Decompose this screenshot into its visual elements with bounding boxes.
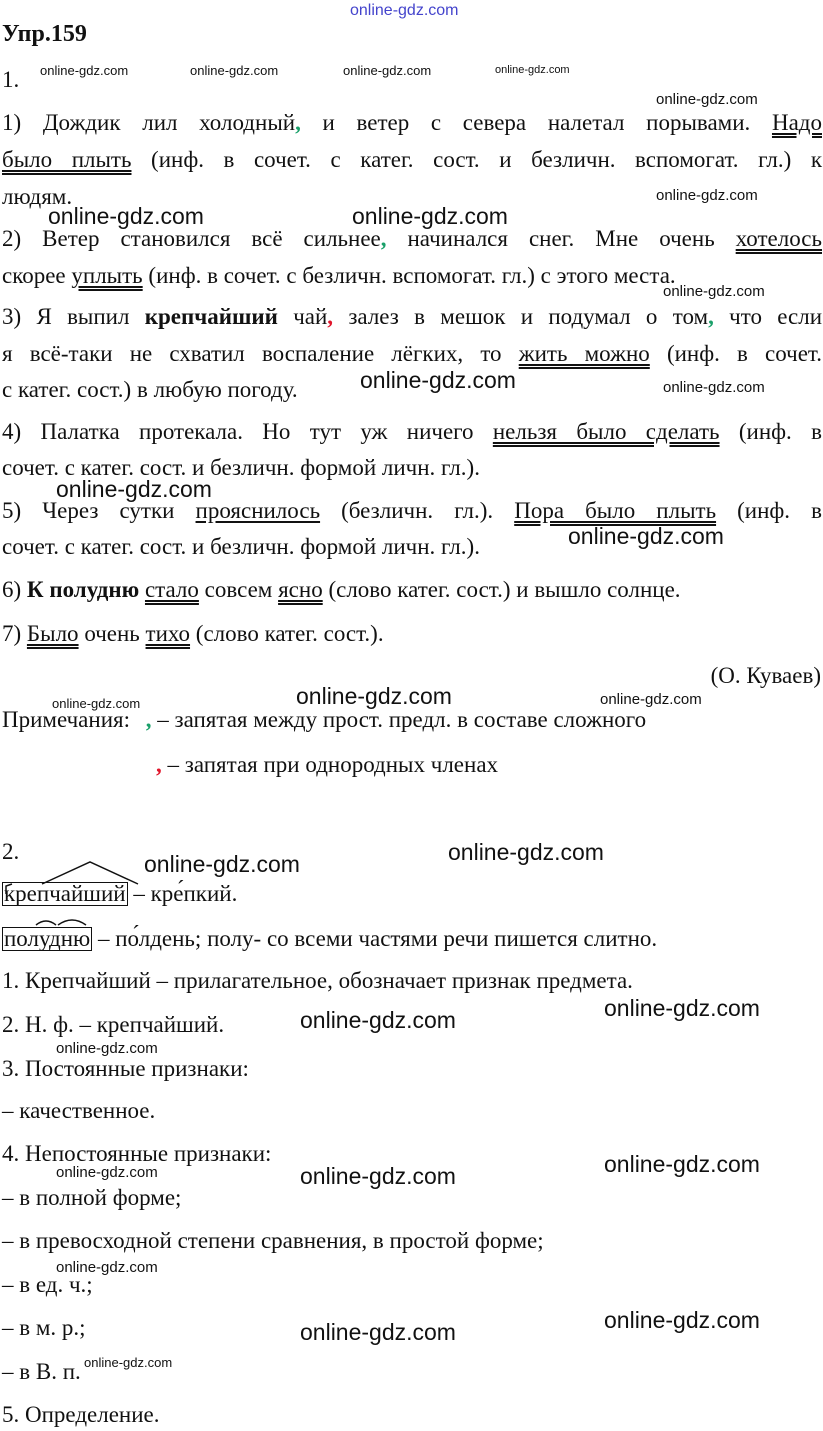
bold-word: крепчайший (144, 304, 278, 329)
predicate: стало (144, 577, 199, 602)
watermark: online-gdz.com (656, 187, 758, 204)
analysis-line-5: 4. Непостоянные признаки: (2, 1141, 272, 1166)
sentence-5-line-2: сочет. с катег. сост. и безличн. формой личн. гл.). (2, 534, 480, 559)
predicate: хотелось (735, 226, 823, 251)
predicate: было плыть (2, 147, 132, 172)
sentence-4-line-2: сочет. с катег. сост. и безличн. формой личн. гл.). (2, 455, 480, 480)
sentence-5-line-1: 5) Через сутки прояснилось (безличн. гл.). Пора было плыть (инф. в (2, 498, 822, 523)
watermark: online-gdz.com (663, 283, 765, 300)
green-comma: , (708, 304, 714, 329)
watermark: online-gdz.com (300, 1319, 456, 1345)
analysis-line-7: – в превосходной степени сравнения, в простой форме; (2, 1228, 544, 1253)
bold-word: К полудню (26, 577, 140, 602)
red-comma: , (156, 752, 162, 777)
analysis-line-6: – в полной форме; (2, 1185, 182, 1210)
watermark: online-gdz.com (352, 203, 508, 229)
red-comma: , (327, 304, 334, 329)
watermark: online-gdz.com (144, 851, 300, 877)
watermark: online-gdz.com (84, 1355, 173, 1370)
watermark: online-gdz.com (448, 839, 604, 865)
predicate: прояснилось (195, 498, 321, 523)
sentence-2-line-2: скорее уплыть (инф. в сочет. с безличн. вспомогат. гл.) с этого места. (2, 263, 676, 288)
watermark: online-gdz.com (56, 476, 212, 502)
analysis-line-8: – в ед. ч.; (2, 1272, 93, 1297)
watermark: online-gdz.com (600, 691, 702, 708)
predicate: нельзя было сделать (492, 419, 720, 444)
predicate: Пора было плыть (514, 498, 717, 523)
sentence-6: 6) К полудню стало совсем ясно (слово катег. сост.) и вышло солнце. (2, 577, 681, 602)
sentence-7: 7) Было очень тихо (слово катег. сост.). (2, 621, 384, 646)
watermark: online-gdz.com (190, 63, 279, 78)
morpheme-line-1: крепчайший – кре́пкий. (2, 880, 237, 908)
sentence-1-line-1: 1) Дождик лил холодный, и ветер с севера налетал порывами. Надо (2, 110, 822, 135)
watermark: online-gdz.com (495, 64, 570, 76)
predicate: тихо (145, 621, 191, 646)
watermark: online-gdz.com (300, 1163, 456, 1189)
green-comma: , (145, 707, 152, 732)
watermark: online-gdz.com (56, 1164, 158, 1181)
sentence-1-line-3: людям. (2, 184, 73, 209)
morpheme-word-krepchaishii: крепчайший (2, 880, 128, 908)
analysis-line-10: – в В. п. (2, 1359, 81, 1384)
watermark: online-gdz.com (604, 1307, 760, 1333)
part2-number: 2. (2, 839, 20, 864)
watermark: online-gdz.com (300, 1007, 456, 1033)
morpheme-word-poludnyu: полудню (2, 925, 92, 953)
predicate: жить можно (518, 341, 650, 366)
notes-line-1: Примечания: , – запятая между прост. предл. в составе сложного (2, 707, 647, 732)
sentence-3-line-1: 3) Я выпил крепчайший чай, залез в мешок и подумал о том, что если (2, 304, 823, 329)
watermark: online-gdz.com (40, 63, 129, 78)
watermark: online-gdz.com (52, 696, 141, 711)
watermark: online-gdz.com (343, 63, 432, 78)
sentence-3-line-3: с катег. сост.) в любую погоду. (2, 377, 298, 402)
part1-number: 1. (2, 67, 20, 92)
watermark: online-gdz.com (604, 995, 760, 1021)
predicate: ясно (278, 577, 323, 602)
predicate: Надо (771, 110, 822, 135)
sentence-1-line-2: было плыть (инф. в сочет. с катег. сост. и безличн. вспомогат. гл.) к (2, 147, 822, 172)
morpheme-marks (2, 919, 112, 939)
watermark: online-gdz.com (663, 379, 765, 396)
morpheme-line-2: полудню – по́лдень; полу- со всеми частями речи пишется слитно. (2, 925, 657, 953)
morpheme-marks (2, 858, 152, 894)
sentence-2-line-1: 2) Ветер становился всё сильнее, начинался снег. Мне очень хотелось (2, 226, 823, 251)
watermark: online-gdz.com (296, 683, 452, 709)
notes-line-2: , – запятая при однородных членах (156, 752, 499, 777)
sentence-3-line-2: я всё-таки не схватил воспаление лёгких, то жить можно (инф. в сочет. (2, 341, 823, 366)
watermark-top: online-gdz.com (350, 2, 459, 19)
green-comma: , (380, 226, 387, 251)
analysis-line-3: 3. Постоянные признаки: (2, 1056, 249, 1081)
analysis-line-4: – качественное. (2, 1098, 156, 1123)
predicate: уплыть (71, 263, 143, 288)
watermark: online-gdz.com (56, 1040, 158, 1057)
watermark: online-gdz.com (360, 367, 516, 393)
author: (О. Куваев) (710, 663, 821, 688)
green-comma: , (295, 110, 301, 135)
exercise-title: Упр.159 (2, 21, 87, 47)
analysis-line-1: 1. Крепчайший – прилагательное, обозначает признак предмета. (2, 968, 633, 993)
analysis-line-9: – в м. р.; (2, 1315, 86, 1340)
sentence-4-line-1: 4) Палатка протекала. Но тут уж ничего нельзя было сделать (инф. в (2, 419, 822, 444)
analysis-line-2: 2. Н. ф. – крепчайший. (2, 1012, 225, 1037)
watermark: online-gdz.com (56, 1259, 158, 1276)
watermark: online-gdz.com (604, 1151, 760, 1177)
predicate: Было (26, 621, 79, 646)
watermark: online-gdz.com (656, 91, 758, 108)
watermark: online-gdz.com (568, 523, 724, 549)
watermark: online-gdz.com (48, 203, 204, 229)
analysis-line-11: 5. Определение. (2, 1402, 160, 1427)
